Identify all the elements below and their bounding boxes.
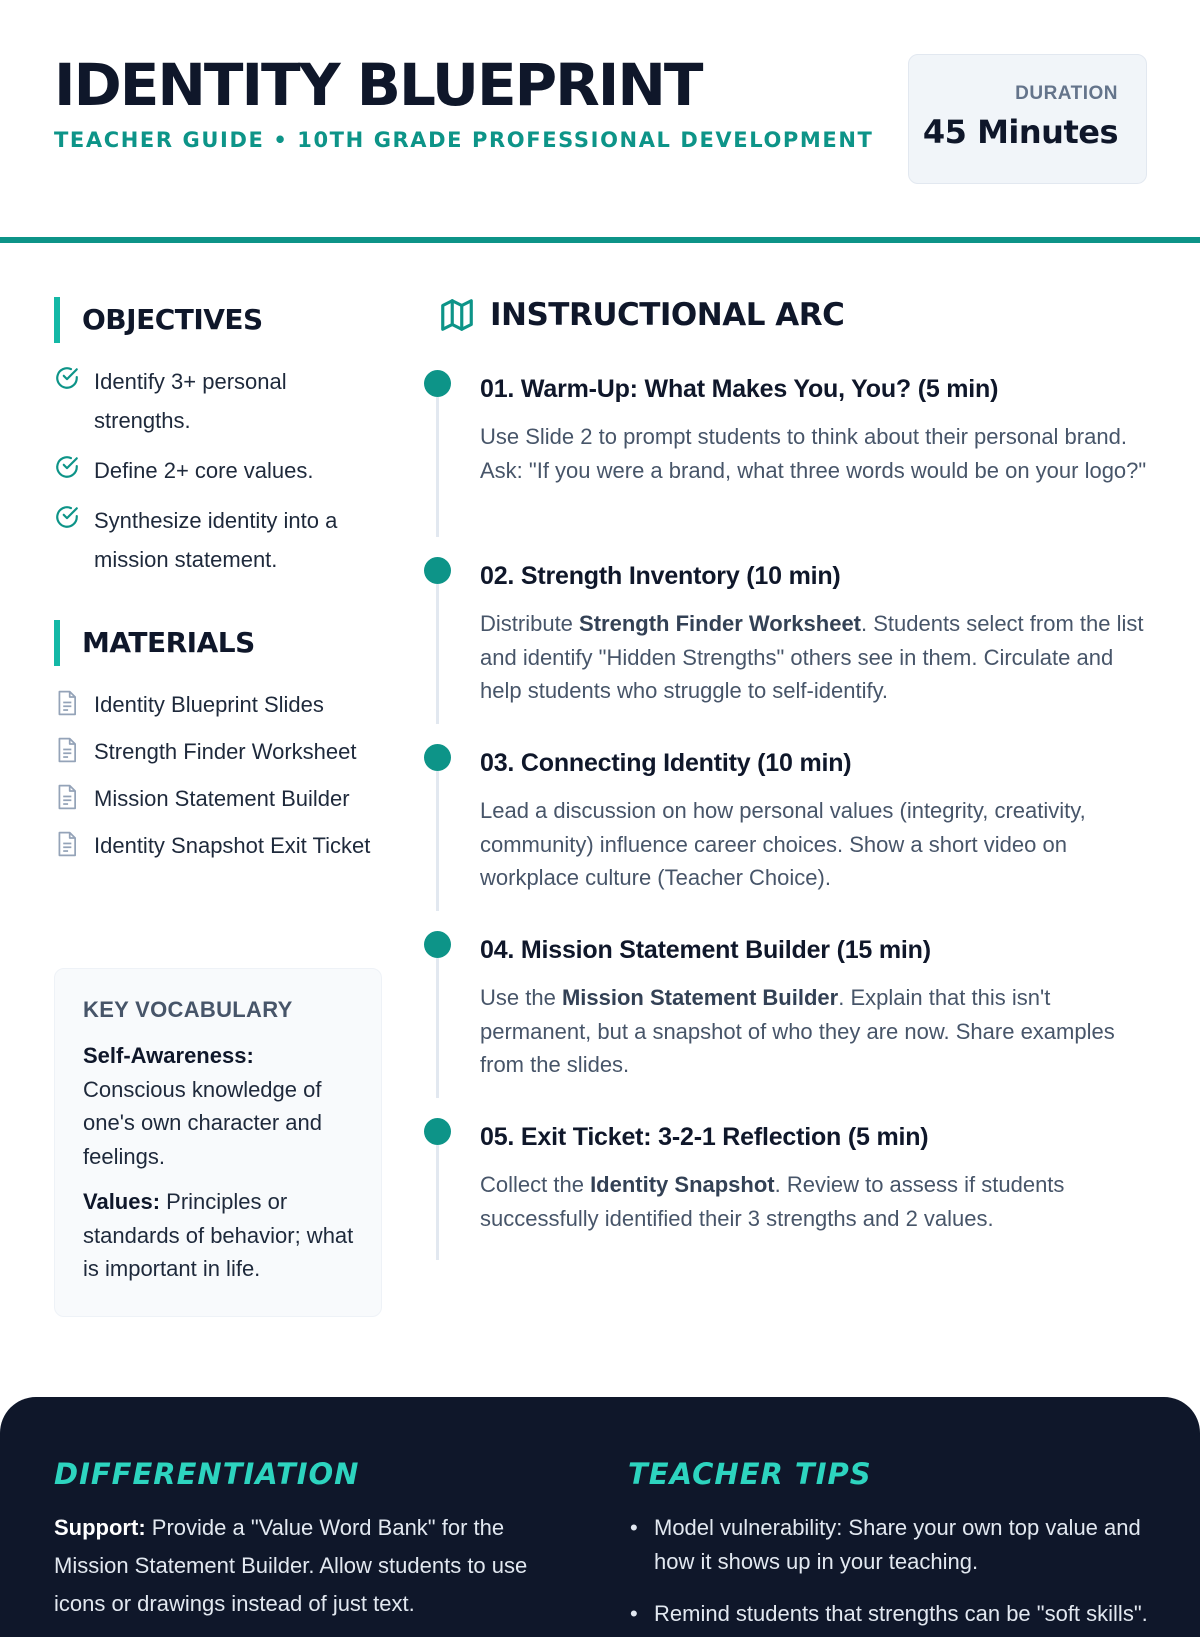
teacher-tip: • Remind students that strengths can be "soft skills". (628, 1597, 1148, 1631)
instructional-arc-title: INSTRUCTIONAL ARC (490, 297, 845, 333)
step-text-end: . Students select from the list and identify "Hidden Strengths" others see in them. Circulate and help students who struggle to self-identify. (480, 611, 1144, 703)
material-item (54, 688, 394, 721)
step-title: 03. Connecting Identity (10 min) (480, 749, 852, 777)
step-description (480, 607, 1160, 708)
header (0, 0, 1200, 243)
vocabulary-terms (83, 1039, 355, 1286)
step-text-end: . Review to assess if students successfully identified their 3 strengths and 2 values. (480, 1172, 1065, 1231)
key-vocabulary-card (54, 968, 382, 1317)
duration-card (908, 54, 1147, 184)
document-icon (56, 831, 78, 857)
step-title: 01. Warm-Up: What Makes You, You? (5 min) (480, 375, 999, 403)
instructional-arc-heading (438, 296, 844, 334)
step-text-end: . Explain that this isn't permanent, but a snapshot of who they are now. Share examples from the slides. (480, 985, 1115, 1077)
material-text: Identity Snapshot Exit Ticket (94, 833, 371, 858)
teacher-tip: • Model vulnerability: Share your own top value and how it shows up in your teaching. (628, 1511, 1148, 1579)
step-text: Lead a discussion on how personal values (integrity, creativity, community) influence career choices. Show a short video on workplace culture (Teacher Choice). (480, 798, 1086, 890)
step-text: Use Slide 2 to prompt students to think about their personal brand. Ask: "If you were a brand, what three words would be on your logo?" (480, 424, 1147, 483)
term-name: Values: (83, 1189, 161, 1214)
objective-text: Identify 3+ personal strengths. (94, 369, 287, 433)
vocabulary-term (83, 1039, 355, 1173)
timeline-line (436, 584, 439, 724)
teacher-tips-list (628, 1511, 1148, 1649)
timeline-line (436, 771, 439, 911)
term-definition: Conscious knowledge of one's own character and feelings. (83, 1076, 323, 1169)
step-text: Use the (480, 985, 562, 1010)
check-circle-icon (54, 454, 80, 480)
document-icon (56, 737, 78, 763)
check-circle-icon (54, 504, 80, 530)
material-item (54, 782, 394, 815)
step-material: Identity Snapshot (590, 1172, 775, 1197)
step-material: Strength Finder Worksheet (579, 611, 862, 636)
objective-text: Synthesize identity into a mission statement. (94, 508, 338, 572)
teacher-tips-heading: TEACHER TIPS (628, 1457, 872, 1491)
materials-list (54, 688, 394, 876)
material-text: Strength Finder Worksheet (94, 739, 357, 764)
timeline-line (436, 1145, 439, 1260)
step-description (480, 420, 1160, 487)
document-icon (56, 690, 78, 716)
check-circle-icon (54, 365, 80, 391)
footer-panel (0, 1397, 1200, 1637)
objective-item (54, 501, 384, 579)
page-subtitle: TEACHER GUIDE • 10TH GRADE PROFESSIONAL DEVELOPMENT (54, 128, 874, 152)
objectives-heading: OBJECTIVES (54, 297, 263, 343)
objectives-list (54, 362, 384, 590)
support-label: Support: (54, 1515, 146, 1540)
support-text: Provide a "Value Word Bank" for the Mission Statement Builder. Allow students to use icons or drawings instead of just text. (54, 1515, 528, 1616)
step-title: 04. Mission Statement Builder (15 min) (480, 936, 931, 964)
objective-text: Define 2+ core values. (94, 458, 314, 483)
differentiation-heading: DIFFERENTIATION (54, 1457, 360, 1491)
vocabulary-heading: KEY VOCABULARY (83, 997, 293, 1022)
step-title: 05. Exit Ticket: 3-2-1 Reflection (5 min) (480, 1123, 929, 1151)
timeline-dot (424, 744, 451, 771)
document-icon (56, 784, 78, 810)
term-definition: Principles or standards of behavior; what is important in life. (83, 1189, 354, 1281)
step-description (480, 1168, 1160, 1235)
vocabulary-term (83, 1185, 355, 1286)
step-material: Mission Statement Builder (561, 985, 839, 1010)
step-text: Distribute (480, 611, 580, 636)
differentiation-text (54, 1509, 574, 1623)
step-title: 02. Strength Inventory (10 min) (480, 562, 841, 590)
timeline-dot (424, 370, 451, 397)
materials-heading: MATERIALS (54, 620, 255, 666)
duration-value: 45 Minutes (922, 113, 1118, 151)
material-item (54, 735, 394, 768)
material-item (54, 829, 394, 862)
map-icon (438, 296, 476, 334)
page-title: IDENTITY BLUEPRINT (54, 51, 702, 119)
material-text: Identity Blueprint Slides (94, 692, 324, 717)
timeline-dot (424, 1118, 451, 1145)
step-description (480, 794, 1160, 895)
timeline-dot (424, 557, 451, 584)
timeline-dot (424, 931, 451, 958)
objective-item (54, 451, 384, 490)
timeline-line (436, 397, 439, 537)
step-description (480, 981, 1160, 1082)
timeline-line (436, 958, 439, 1098)
term-name: Self-Awareness: (83, 1043, 254, 1068)
duration-label: DURATION (1015, 83, 1118, 104)
objective-item (54, 362, 384, 440)
material-text: Mission Statement Builder (94, 786, 350, 811)
step-text: Collect the (480, 1172, 591, 1197)
